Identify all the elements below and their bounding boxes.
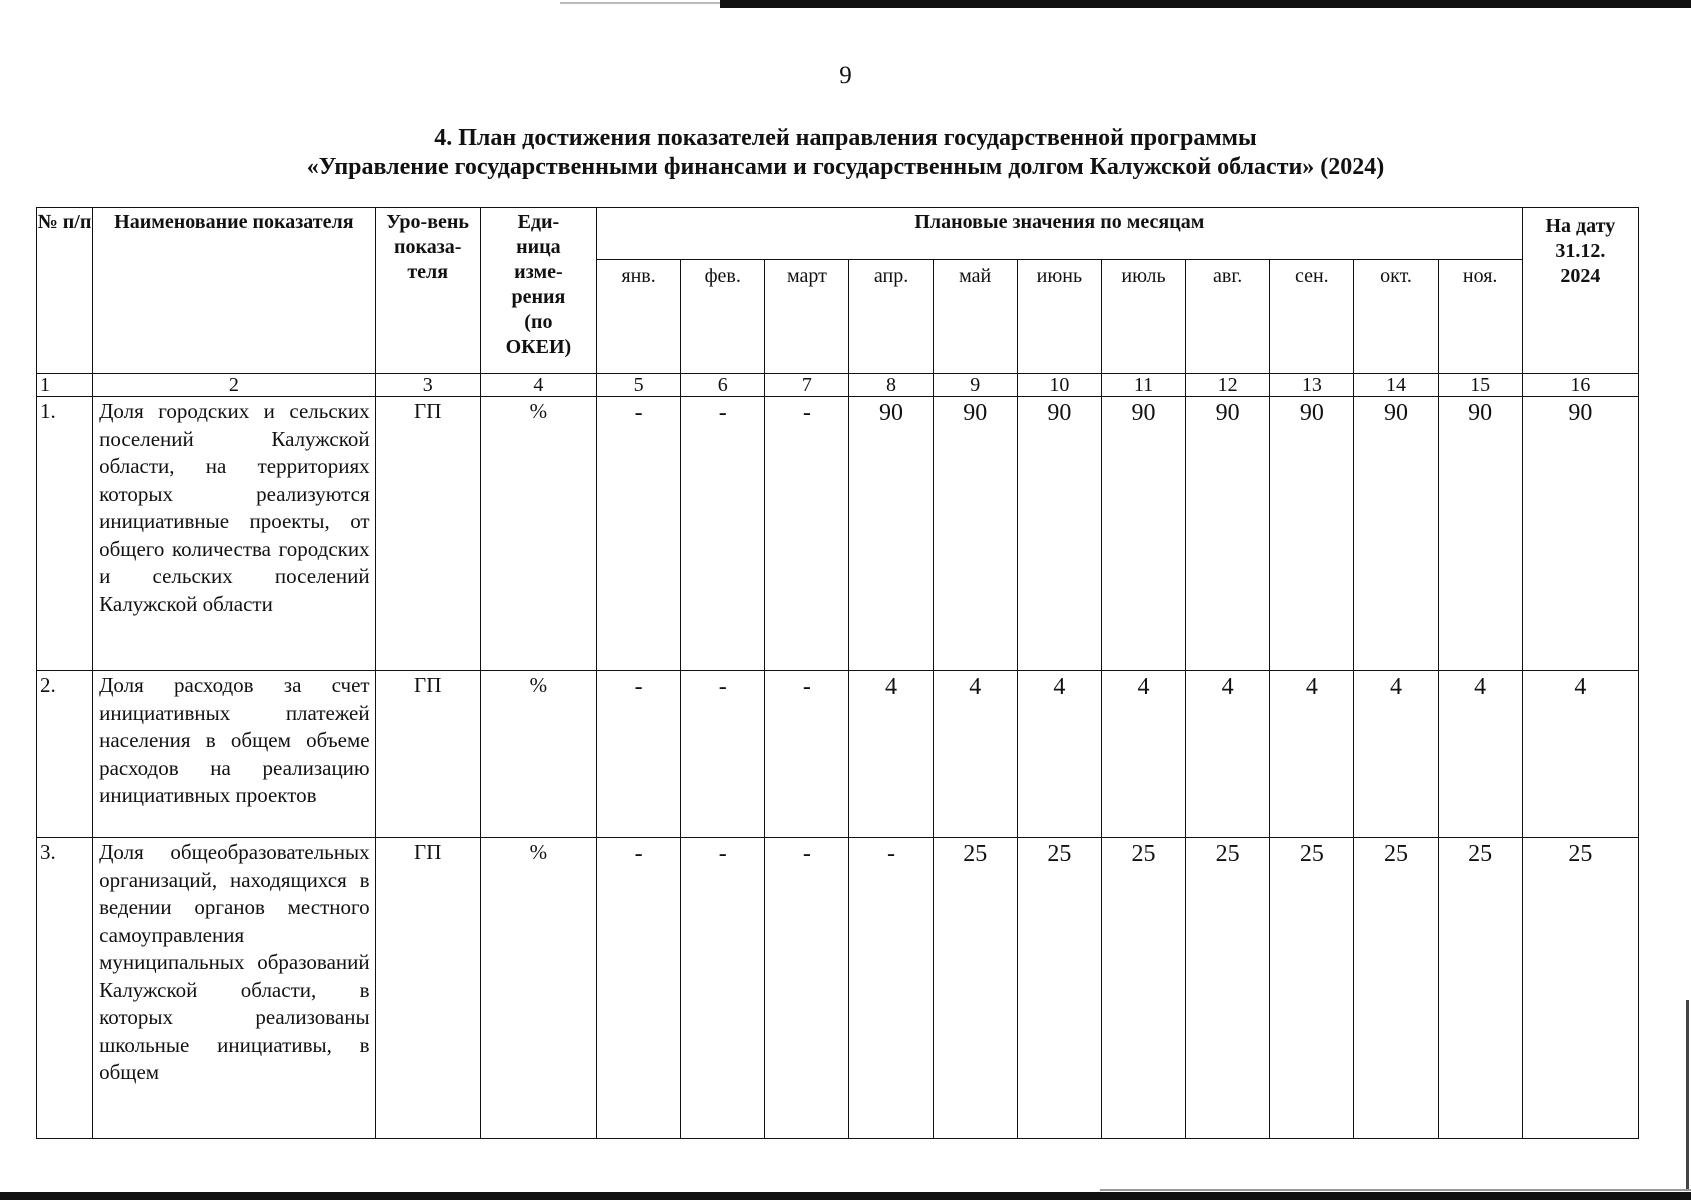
month-value: - (681, 397, 765, 671)
indicator-name: Доля городских и сельских поселений Калужской области, на территориях которых реализуются инициативные проекты, от общего количества городских и сельских поселений Калужской области (93, 397, 376, 671)
column-number: 2 (93, 374, 376, 397)
month-value: 90 (1017, 397, 1101, 671)
month-value: - (597, 397, 681, 671)
scan-edge-top (720, 0, 1691, 8)
month-value: 4 (1017, 671, 1101, 838)
indicators-plan-table (36, 207, 1639, 1139)
indicator-name: Доля расходов за счет инициативных платежей населения в общем объеме расходов на реализацию инициативных проектов (93, 671, 376, 838)
title-line-2: «Управление государственными финансами и государственным долгом Калужской области» (2024) (306, 154, 1385, 180)
header-unit: Еди-ница изме-рения (по ОКЕИ) (480, 208, 596, 374)
month-value: - (765, 397, 849, 671)
month-value: 4 (1186, 671, 1270, 838)
column-number: 4 (480, 374, 596, 397)
month-value: - (681, 671, 765, 838)
month-value: 4 (1354, 671, 1438, 838)
month-value: - (765, 838, 849, 1139)
header-plan-by-month: Плановые значения по месяцам (597, 208, 1523, 260)
header-num: № п/п (37, 208, 93, 374)
month-aug: авг. (1186, 260, 1270, 374)
scan-edge-faint-top (560, 2, 720, 4)
month-value: 90 (1186, 397, 1270, 671)
table-row (37, 838, 1639, 1139)
column-number: 13 (1270, 374, 1354, 397)
month-apr: апр. (849, 260, 933, 374)
indicator-level: ГП (375, 397, 480, 671)
month-jun: июнь (1017, 260, 1101, 374)
month-value: 90 (1270, 397, 1354, 671)
page-number: 9 (839, 62, 852, 89)
column-number: 8 (849, 374, 933, 397)
scan-edge-faint-bottom (1100, 1189, 1691, 1191)
month-value: - (597, 838, 681, 1139)
indicator-unit: % (480, 397, 596, 671)
row-number: 1. (37, 397, 93, 671)
month-value: 25 (1270, 838, 1354, 1139)
month-value: 25 (1017, 838, 1101, 1139)
scan-edge-right (1686, 1000, 1689, 1190)
month-feb: фев. (681, 260, 765, 374)
date-value: 25 (1522, 838, 1638, 1139)
month-value: 90 (1101, 397, 1185, 671)
month-jul: июль (1101, 260, 1185, 374)
column-number: 7 (765, 374, 849, 397)
indicator-unit: % (480, 671, 596, 838)
month-value: 25 (1186, 838, 1270, 1139)
column-number: 5 (597, 374, 681, 397)
header-level: Уро-вень показа-теля (375, 208, 480, 374)
title-line-1: 4. План достижения показателей направления государственной программы (434, 125, 1257, 151)
document-title (0, 124, 1691, 182)
date-value: 4 (1522, 671, 1638, 838)
month-value: 4 (1101, 671, 1185, 838)
table-row (37, 671, 1639, 838)
month-jan: янв. (597, 260, 681, 374)
month-nov: ноя. (1438, 260, 1522, 374)
month-value: 25 (1101, 838, 1185, 1139)
month-value: 4 (849, 671, 933, 838)
date-value: 90 (1522, 397, 1638, 671)
month-mar: март (765, 260, 849, 374)
month-may: май (933, 260, 1017, 374)
month-value: 4 (933, 671, 1017, 838)
month-value: - (681, 838, 765, 1139)
column-number: 6 (681, 374, 765, 397)
month-value: 90 (1438, 397, 1522, 671)
row-number: 3. (37, 838, 93, 1139)
column-number: 15 (1438, 374, 1522, 397)
column-numbers-row (37, 374, 1639, 397)
month-value: 4 (1438, 671, 1522, 838)
month-value: 90 (1354, 397, 1438, 671)
column-number: 10 (1017, 374, 1101, 397)
month-value: 25 (1354, 838, 1438, 1139)
column-number: 12 (1186, 374, 1270, 397)
table-row (37, 397, 1639, 671)
column-number: 14 (1354, 374, 1438, 397)
header-name: Наименование показателя (93, 208, 376, 374)
month-sep: сен. (1270, 260, 1354, 374)
indicator-name: Доля общеобразовательных организаций, находящихся в ведении органов местного самоуправления муниципальных образований Калужской области, в которых реализованы школьные инициативы, в общем (93, 838, 376, 1139)
header-row-1 (37, 208, 1639, 260)
month-value: 90 (849, 397, 933, 671)
month-value: - (849, 838, 933, 1139)
column-number: 11 (1101, 374, 1185, 397)
month-value: - (765, 671, 849, 838)
indicator-level: ГП (375, 671, 480, 838)
column-number: 3 (375, 374, 480, 397)
indicator-level: ГП (375, 838, 480, 1139)
month-oct: окт. (1354, 260, 1438, 374)
header-date: На дату 31.12. 2024 (1522, 208, 1638, 374)
month-value: - (597, 671, 681, 838)
month-value: 25 (1438, 838, 1522, 1139)
month-value: 25 (933, 838, 1017, 1139)
column-number: 16 (1522, 374, 1638, 397)
row-number: 2. (37, 671, 93, 838)
column-number: 1 (37, 374, 93, 397)
column-number: 9 (933, 374, 1017, 397)
indicator-unit: % (480, 838, 596, 1139)
month-value: 4 (1270, 671, 1354, 838)
scan-edge-bottom (0, 1192, 1691, 1200)
month-value: 90 (933, 397, 1017, 671)
